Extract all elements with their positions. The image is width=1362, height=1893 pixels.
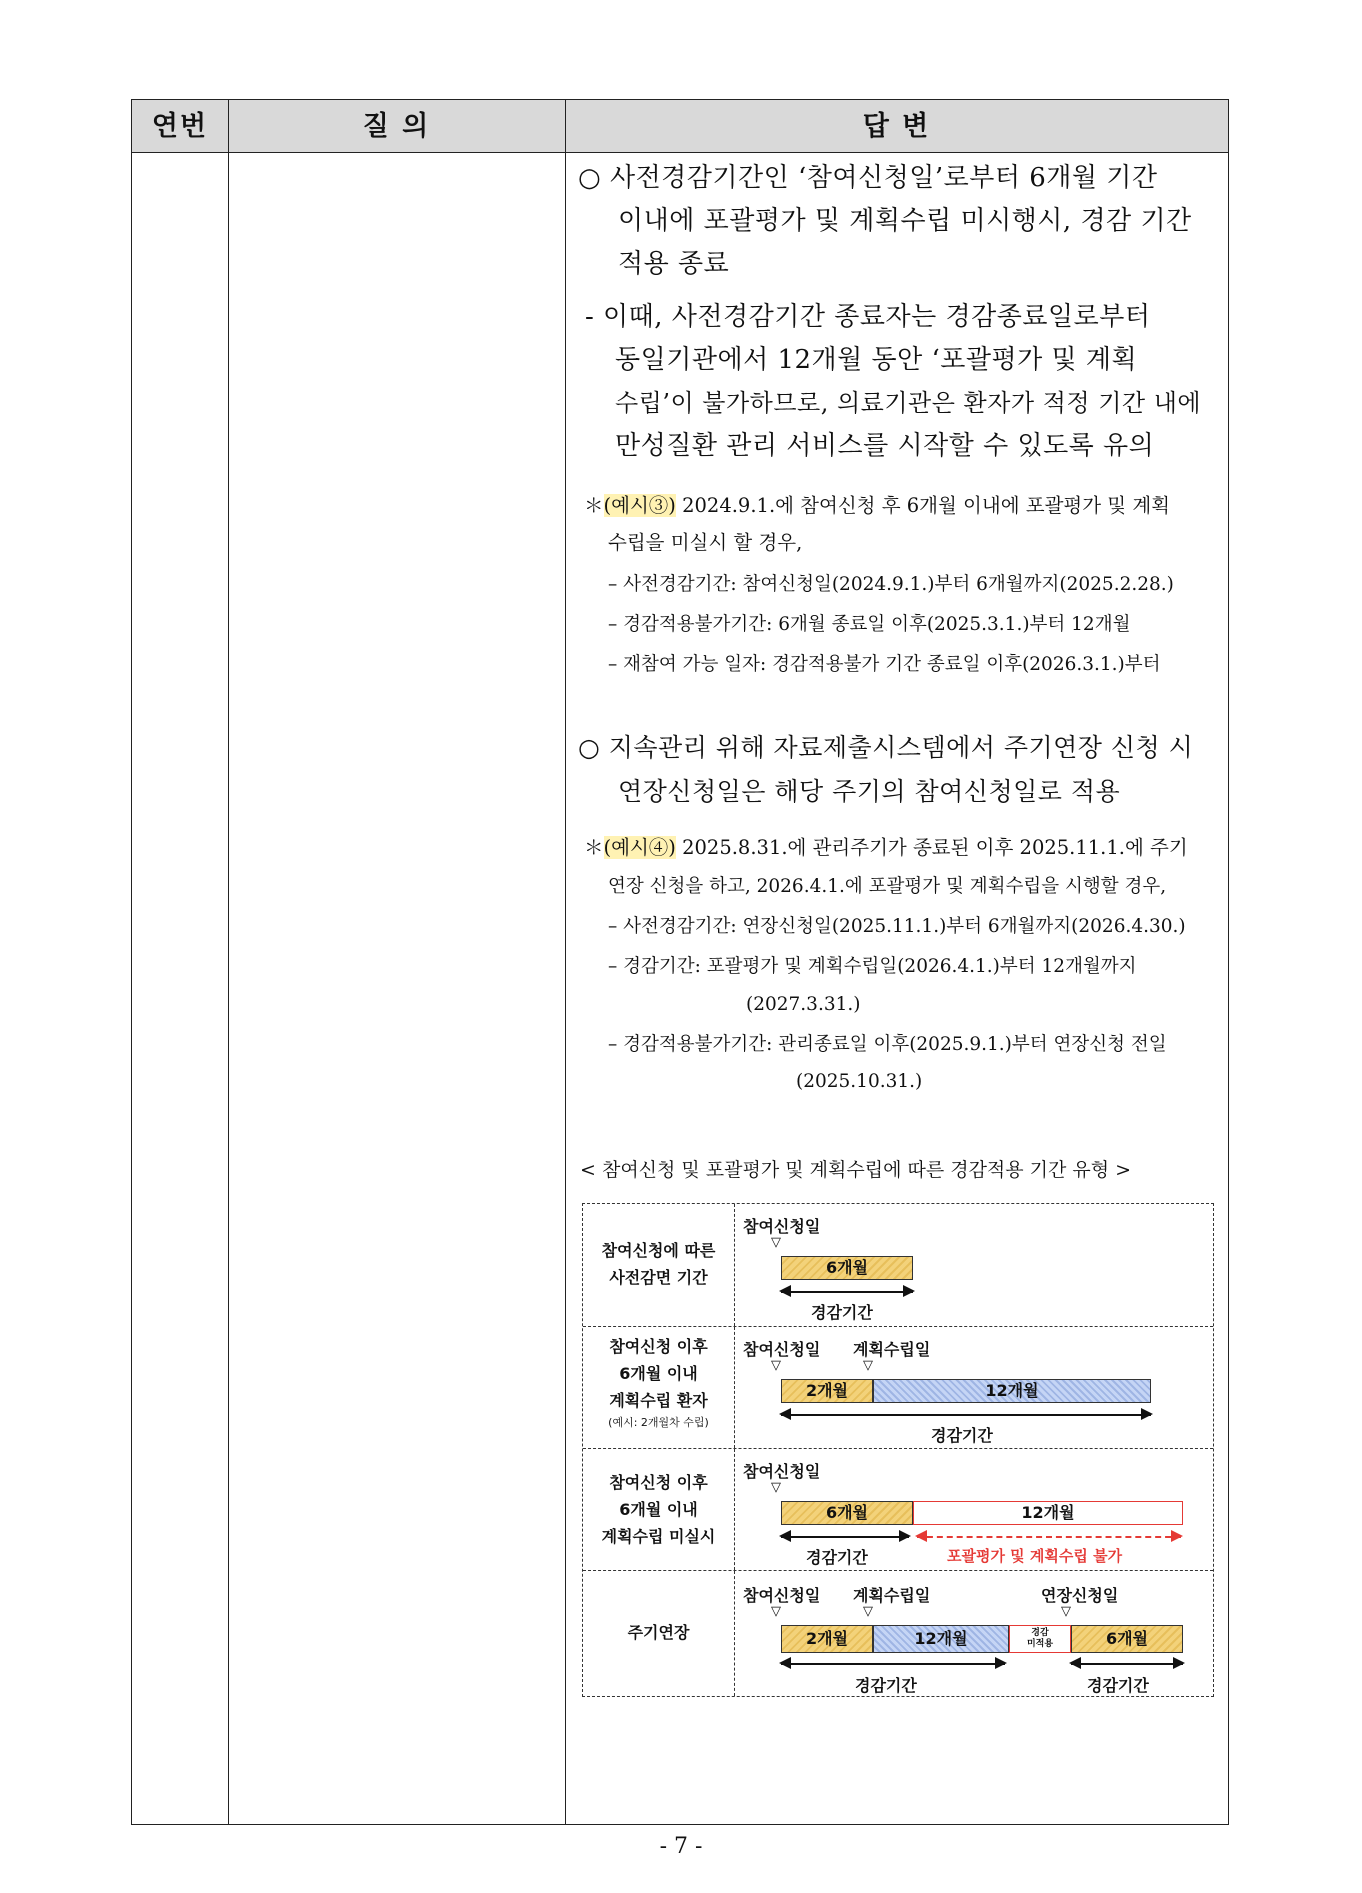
plan-date-label: 계획수립일 (853, 1340, 931, 1359)
diagram-row-3 (583, 1448, 1213, 1570)
example4-item3: (2027.3.31.) (746, 994, 861, 1015)
twelve-month-bar: 12개월 (873, 1625, 1009, 1653)
row-separator (734, 1204, 735, 1326)
reduce-period-label: 경감기간 (855, 1676, 917, 1695)
twelve-month-bar: 12개월 (873, 1379, 1151, 1403)
plan-date-label: 계획수립일 (853, 1586, 931, 1605)
join-date-label: 참여신청일 (743, 1217, 821, 1236)
reduce-not-applied-bar: 경감 미적용 (1009, 1625, 1071, 1653)
not-allowed-label: 포괄평가 및 계획수립 불가 (947, 1547, 1123, 1565)
answer-p2-line1: - 이때, 사전경감기간 종료자는 경감종료일로부터 (585, 302, 1151, 332)
row3-label (583, 1469, 734, 1550)
diagram-row-1 (583, 1204, 1213, 1326)
plan-date-marker: ▽ (863, 1604, 873, 1619)
join-date-marker: ▽ (771, 1480, 781, 1495)
two-month-bar: 2개월 (781, 1379, 873, 1403)
row2-label-sub: (예시: 2개월차 수립) (608, 1416, 709, 1429)
example4-item2: – 경감기간: 포괄평가 및 계획수립일(2026.4.1.)부터 12개월까지 (608, 956, 1137, 977)
example4-item5: (2025.10.31.) (796, 1071, 923, 1092)
row2-label-line3: 계획수립 환자 (609, 1391, 708, 1410)
example3-intro (584, 490, 1170, 521)
six-month-bar: 6개월 (781, 1256, 913, 1280)
row3-label-line2: 6개월 이내 (619, 1500, 698, 1519)
example3-mark: ＊ (584, 494, 604, 517)
example4-item4: – 경감적용불가기간: 관리종료일 이후(2025.9.1.)부터 연장신청 전일 (608, 1034, 1167, 1055)
plan-date-marker: ▽ (863, 1358, 873, 1373)
reduce-period-arrow (781, 1414, 1151, 1416)
join-date-marker: ▽ (771, 1604, 781, 1619)
ext-date-marker: ▽ (1061, 1604, 1071, 1619)
period-diagram (582, 1203, 1214, 1697)
reduce-period-label: 경감기간 (811, 1303, 873, 1322)
example4-line1: 2025.8.31.에 관리주기가 종료된 이후 2025.11.1.에 주기 (675, 836, 1188, 859)
example3-tag: (예시③) (603, 494, 676, 517)
join-date-marker: ▽ (771, 1235, 781, 1250)
row-separator (734, 1449, 735, 1570)
two-month-bar: 2개월 (781, 1625, 873, 1653)
join-date-marker: ▽ (771, 1358, 781, 1373)
reduce-period-arrow-2 (1071, 1663, 1183, 1665)
reduce-period-label: 경감기간 (931, 1426, 993, 1445)
row2-label (583, 1333, 734, 1432)
header-answer: 답 변 (862, 111, 931, 142)
example3-item2: – 경감적용불가기간: 6개월 종료일 이후(2025.3.1.)부터 12개월 (608, 614, 1131, 635)
answer-p2-line3: 수립’이 불가하므로, 의료기관은 환자가 적정 기간 내에 (615, 389, 1202, 417)
row4-label (583, 1619, 734, 1646)
answer-p3-line2: 연장신청일은 해당 주기의 참여신청일로 적용 (618, 777, 1121, 806)
example4-item1: – 사전경감기간: 연장신청일(2025.11.1.)부터 6개월까지(2026.4.30.) (608, 916, 1186, 937)
diagram-title: < 참여신청 및 포괄평가 및 계획수립에 따른 경감적용 기간 유형 > (580, 1159, 1132, 1181)
reduce-period-arrow (781, 1663, 1005, 1665)
example4-tag: (예시④) (603, 836, 676, 859)
example4-mark: ＊ (584, 836, 604, 859)
row3-label-line3: 계획수립 미실시 (601, 1527, 716, 1546)
twelve-month-bar: 12개월 (913, 1501, 1183, 1525)
table-header (132, 100, 1228, 153)
row1-label (583, 1237, 734, 1291)
answer-p2-line4: 만성질환 관리 서비스를 시작할 수 있도록 유의 (615, 431, 1155, 461)
six-month-bar: 6개월 (781, 1501, 913, 1525)
reduce-period-label-2: 경감기간 (1087, 1676, 1149, 1695)
example3-line2: 수립을 미실시 할 경우, (608, 531, 803, 554)
header-question: 질 의 (362, 111, 431, 142)
answer-p1-line3: 적용 종료 (618, 249, 730, 279)
example4-intro (584, 832, 1188, 863)
column-divider (228, 100, 229, 1824)
page-number: - 7 - (659, 1834, 703, 1859)
answer-p2-line2: 동일기관에서 12개월 동안 ‘포괄평가 및 계획 (615, 345, 1138, 375)
diagram-row-4 (583, 1570, 1213, 1696)
reduce-period-label: 경감기간 (806, 1548, 868, 1567)
row-separator (734, 1571, 735, 1696)
example3-line1: 2024.9.1.에 참여신청 후 6개월 이내에 포괄평가 및 계획 (675, 494, 1171, 517)
reduce-period-arrow (781, 1536, 909, 1538)
join-date-label: 참여신청일 (743, 1586, 821, 1605)
six-month-bar: 6개월 (1071, 1625, 1183, 1653)
row1-label-line2: 사전감면 기간 (609, 1268, 708, 1287)
not-allowed-arrow (917, 1536, 1181, 1538)
reduce-period-arrow (781, 1291, 913, 1293)
answer-p3-line1: ○ 지속관리 위해 자료제출시스템에서 주기연장 신청 시 (578, 733, 1194, 762)
row2-label-line2: 6개월 이내 (619, 1364, 698, 1383)
row-separator (734, 1327, 735, 1448)
row2-label-line1: 참여신청 이후 (609, 1337, 708, 1356)
example4-line2: 연장 신청을 하고, 2026.4.1.에 포괄평가 및 계획수립을 시행할 경우, (608, 876, 1167, 897)
answer-p1-line1: ○ 사전경감기간인 ‘참여신청일’로부터 6개월 기간 (578, 163, 1158, 193)
ext-date-label: 연장신청일 (1041, 1586, 1119, 1605)
row4-label-line1: 주기연장 (627, 1623, 690, 1642)
answer-p1-line2: 이내에 포괄평가 및 계획수립 미시행시, 경감 기간 (618, 206, 1192, 236)
example3-item3: – 재참여 가능 일자: 경감적용불가 기간 종료일 이후(2026.3.1.)부터 (608, 654, 1161, 675)
join-date-label: 참여신청일 (743, 1340, 821, 1359)
header-number: 연번 (151, 111, 209, 142)
row3-label-line1: 참여신청 이후 (609, 1473, 708, 1492)
example3-item1: – 사전경감기간: 참여신청일(2024.9.1.)부터 6개월까지(2025.2.28.) (608, 574, 1174, 595)
column-divider (565, 100, 566, 1824)
row1-label-line1: 참여신청에 따른 (601, 1241, 716, 1260)
join-date-label: 참여신청일 (743, 1462, 821, 1481)
diagram-row-2 (583, 1326, 1213, 1448)
